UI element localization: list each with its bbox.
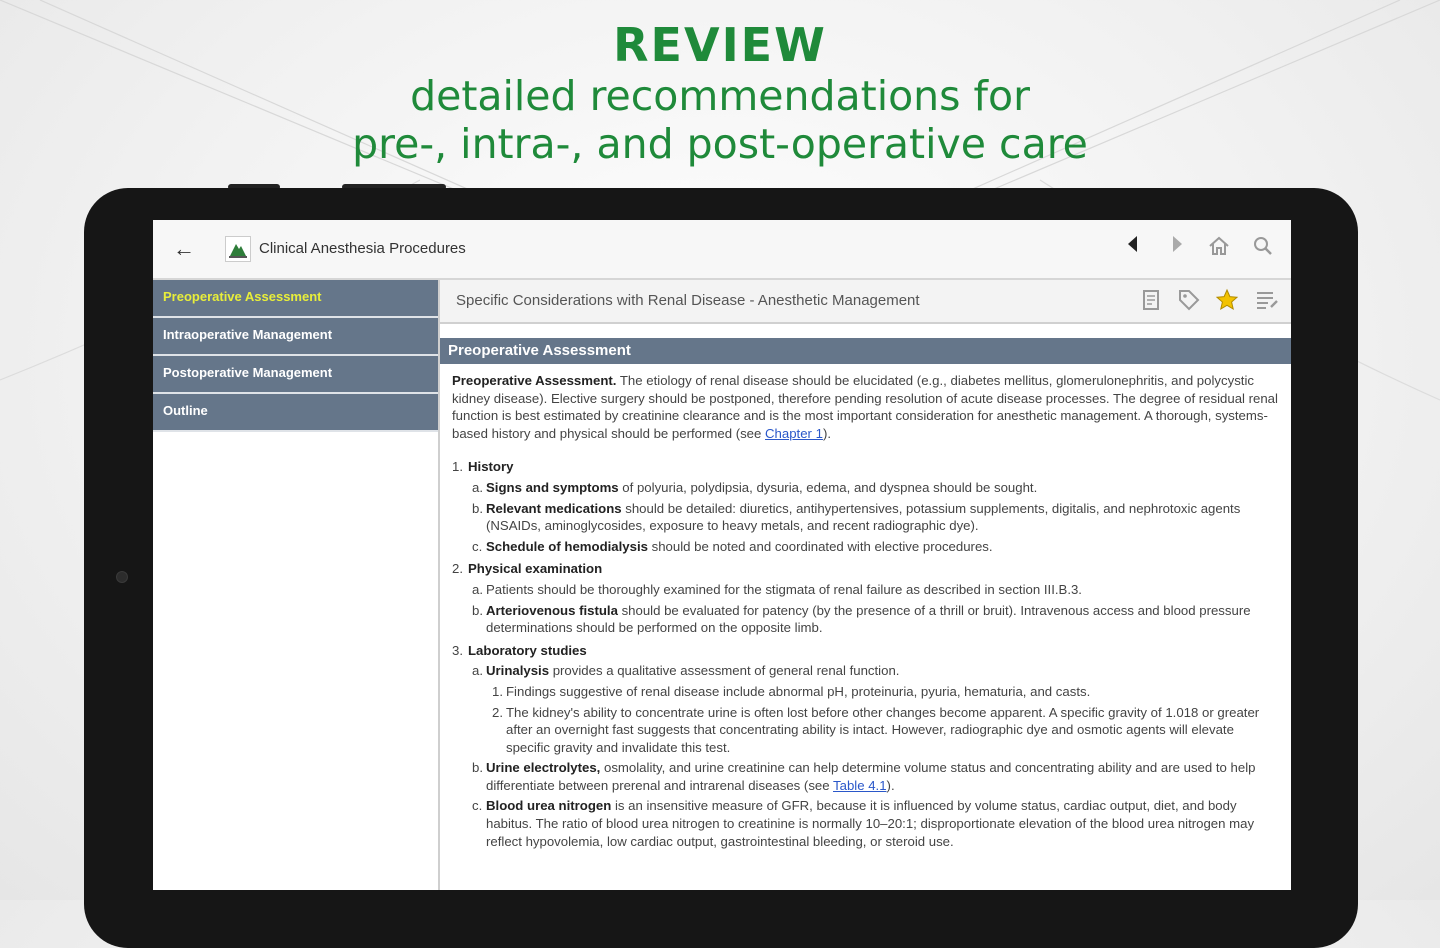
list-marker: 1. (492, 683, 503, 699)
section-title-bar: Preoperative Assessment (440, 338, 1291, 364)
main-panel (440, 280, 1291, 890)
list-term: Schedule of hemodialysis (486, 538, 648, 554)
list-subitem (452, 797, 1280, 850)
headline-subtitle-2: pre-, intra-, and post-operative care (352, 120, 1088, 168)
list-heading: Laboratory studies (468, 642, 587, 658)
list-text: The kidney's ability to concentrate urine is often lost before other changes become apparent. A specific gravity of 1.018 or greater after an overnight fast suggests that concentrating ability is intact. However, radiographic dye and osmotic agents will elevate specific gravity and invalidate this test. (506, 704, 1260, 755)
sidebar-item-outline[interactable]: Outline (153, 394, 438, 432)
sidebar (153, 280, 440, 890)
list-item-history (452, 458, 1280, 555)
intro-lead: Preoperative Assessment. (452, 373, 617, 388)
list-marker: a. (472, 663, 483, 679)
list-marker: c. (472, 538, 483, 554)
list-text: osmolality, and urine creatinine can help determine volume status and concentrating ability and are used to help differentiate between prerenal and intrarenal diseases (see (486, 760, 1256, 793)
list-text: of polyuria, polydipsia, dysuria, edema, and dyspnea should be sought. (618, 479, 1038, 495)
list-marker: 2. (492, 704, 503, 720)
headline-subtitle-1: detailed recommendations for (410, 72, 1030, 120)
app-logo-icon (225, 236, 251, 262)
table-4-1-link[interactable]: Table 4.1 (833, 777, 887, 793)
intro-text: The etiology of renal disease should be elucidated (e.g., diabetes mellitus, glomerulonephritis, and polycystic kidney disease). Elective surgery should be postponed, therefore pending resolution of acute disease processes. The degree of residual renal function is best estimated by creatinine clearance and is the most important consideration for anesthetic management. A thorough, systems-based history and physical should be performed (see (452, 373, 1278, 441)
list-term: Signs and symptoms (486, 479, 619, 495)
list-term: Urinalysis (486, 663, 550, 679)
tag-icon[interactable] (1177, 288, 1201, 319)
list-text-tail: ). (886, 777, 895, 793)
list-text: should be evaluated for patency (by the presence of a thrill or bruit). Intravenous access and blood pressure determinations should be performed on the opposite limb. (486, 602, 1251, 636)
list-number: 2. (452, 561, 463, 577)
list-marker: c. (472, 798, 483, 814)
headline-title: REVIEW (613, 18, 827, 72)
list-number: 1. (452, 459, 463, 475)
sidebar-item-preoperative-assessment[interactable]: Preoperative Assessment (153, 280, 438, 318)
list-subitem (452, 662, 1280, 680)
chapter-1-link[interactable]: Chapter 1 (765, 425, 823, 441)
tablet-camera (116, 571, 128, 583)
list-term: Arteriovenous fistula (486, 602, 618, 618)
article-content (452, 372, 1280, 850)
home-icon[interactable] (1207, 234, 1231, 266)
list-heading: Physical examination (468, 561, 603, 577)
search-icon[interactable] (1251, 234, 1275, 266)
list-marker: b. (472, 760, 483, 776)
list-marker: b. (472, 602, 483, 618)
star-icon[interactable] (1215, 288, 1239, 319)
list-text: Patients should be thoroughly examined for the stigmata of renal failure as described in section III.B.3. (486, 581, 1082, 597)
list-marker: b. (472, 500, 483, 516)
list-subsubitem (452, 704, 1280, 757)
promo-headline (0, 18, 1440, 168)
next-icon[interactable] (1169, 234, 1185, 262)
list-subitem (452, 538, 1280, 556)
app-title: Clinical Anesthesia Procedures (259, 240, 466, 257)
list-subitem (452, 759, 1280, 794)
app-screen (153, 220, 1291, 890)
list-term: Blood urea nitrogen (486, 798, 612, 814)
list-marker: a. (472, 479, 483, 495)
intro-paragraph (452, 372, 1280, 442)
list-item-physical-examination (452, 560, 1280, 636)
intro-tail: ). (822, 425, 832, 441)
list-text: should be detailed: diuretics, antihypertensives, potassium supplements, digitalis, and nephrotoxic agents (NSAIDs, aminoglycosides, exposure to heavy metals, and recent radiographic dye). (486, 500, 1241, 534)
sidebar-item-postoperative-management[interactable]: Postoperative Management (153, 356, 438, 394)
list-marker: a. (472, 581, 483, 597)
list-subitem (452, 479, 1280, 497)
arrow-left-icon[interactable]: ← (173, 236, 195, 261)
list-number: 3. (452, 642, 463, 658)
sidebar-item-intraoperative-management[interactable]: Intraoperative Management (153, 318, 438, 356)
contents-icon[interactable] (1254, 288, 1280, 319)
notes-icon[interactable] (1140, 288, 1162, 319)
list-heading: History (468, 459, 514, 475)
list-text: provides a qualitative assessment of general renal function. (549, 663, 900, 679)
list-subitem (452, 581, 1280, 599)
list-term: Relevant medications (486, 500, 622, 516)
list-subitem (452, 602, 1280, 637)
breadcrumb: Specific Considerations with Renal Disease - Anesthetic Management (456, 292, 920, 309)
list-item-laboratory-studies (452, 642, 1280, 851)
list-subsubitem (452, 683, 1280, 701)
app-toolbar (153, 220, 1291, 280)
previous-icon[interactable] (1125, 234, 1141, 262)
list-term: Urine electrolytes, (486, 760, 601, 776)
list-text: Findings suggestive of renal disease include abnormal pH, proteinuria, pyuria, hematuria, and casts. (506, 683, 1091, 699)
list-subitem (452, 500, 1280, 535)
list-text: is an insensitive measure of GFR, because it is influenced by volume status, cardiac output, diet, and body habitus. The ratio of blood urea nitrogen to creatinine is normally 10–20:1; disproportionate elevation of the blood urea nitrogen may reflect hypovolemia, low cardiac output, gastrointestinal bleeding, or steroid use. (486, 798, 1255, 849)
list-text: should be noted and coordinated with elective procedures. (647, 538, 993, 554)
content-header (440, 280, 1291, 324)
